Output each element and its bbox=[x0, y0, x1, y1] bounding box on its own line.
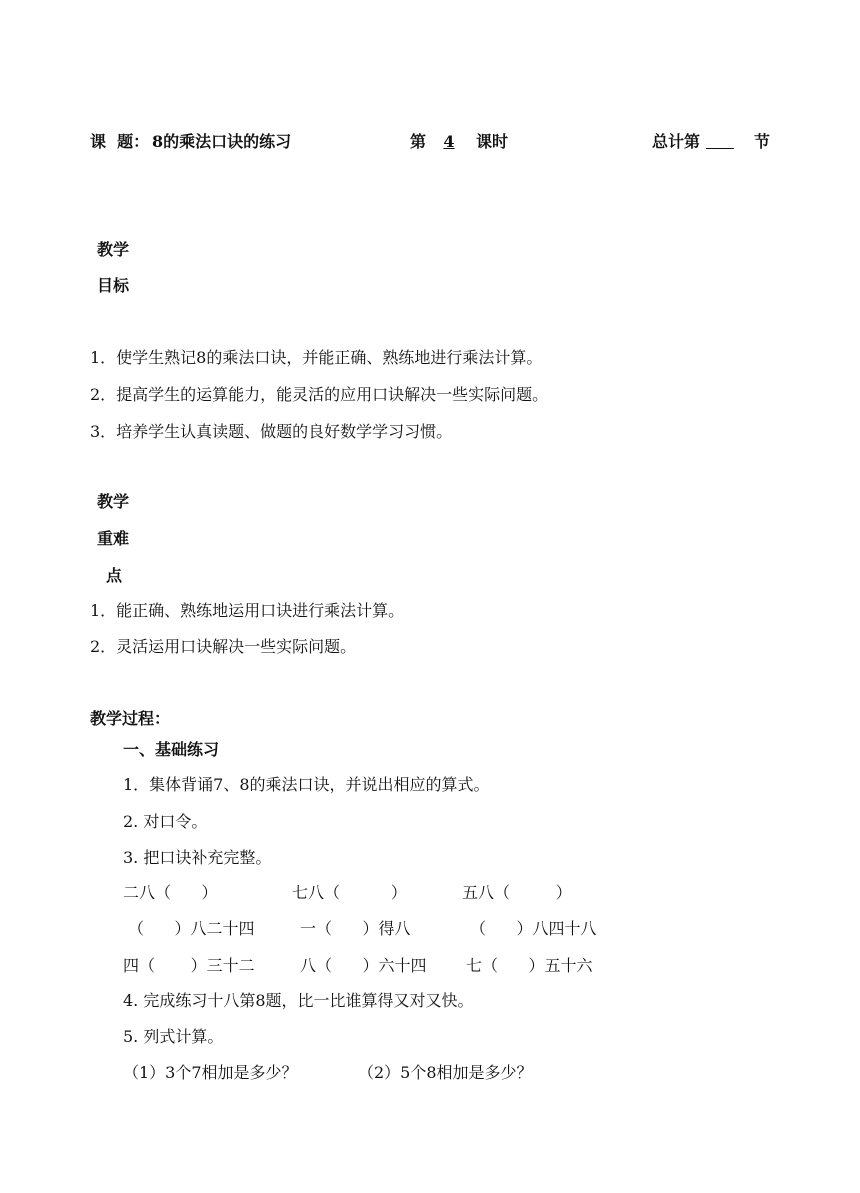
keypoints-label-line3: 点 bbox=[106, 566, 123, 585]
question-2: （2）5个8相加是多少？ bbox=[358, 1063, 533, 1082]
keypoint-item-2: 2．灵活运用口诀解决一些实际问题。 bbox=[90, 637, 357, 656]
goals-label-line2: 目标 bbox=[97, 276, 130, 295]
fill-r2-c3: （ ）八四十八 bbox=[470, 919, 597, 938]
process-step-4: 4. 完成练习十八第8题，比一比谁算得又对又快。 bbox=[123, 991, 474, 1010]
topic-title: 8的乘法口诀的练习 bbox=[152, 132, 292, 151]
goals-label-line1: 教学 bbox=[97, 240, 130, 259]
section-basic-practice: 一、基础练习 bbox=[123, 740, 220, 759]
fill-r1-c3: 五八（ ） bbox=[462, 883, 572, 902]
total-suffix: 节 bbox=[754, 132, 771, 151]
keypoint-item-1: 1．能正确、熟练地运用口诀进行乘法计算。 bbox=[90, 601, 405, 620]
lesson-prefix: 第 bbox=[410, 132, 427, 151]
lesson-suffix: 课时 bbox=[476, 132, 509, 151]
process-step-5: 5. 列式计算。 bbox=[123, 1027, 224, 1046]
fill-r2-c2: 一（ ）得八 bbox=[300, 919, 411, 938]
goal-item-1: 1．使学生熟记8的乘法口诀，并能正确、熟练地进行乘法计算。 bbox=[90, 348, 543, 367]
fill-r3-c2: 八（ ）六十四 bbox=[300, 956, 427, 975]
goal-item-2: 2．提高学生的运算能力，能灵活的应用口诀解决一些实际问题。 bbox=[90, 385, 549, 404]
process-step-1: 1．集体背诵7、8的乘法口诀，并说出相应的算式。 bbox=[123, 775, 490, 794]
process-step-2: 2. 对口令。 bbox=[123, 812, 208, 831]
fill-r1-c2: 七八（ ） bbox=[292, 883, 407, 902]
question-1: （1）3个7相加是多少？ bbox=[123, 1063, 298, 1082]
topic-label: 课 题： bbox=[90, 132, 150, 151]
keypoints-label-line2: 重难 bbox=[97, 529, 130, 548]
total-blank bbox=[706, 132, 752, 152]
lesson-number: 4 bbox=[443, 132, 455, 151]
fill-r1-c1: 二八（ ） bbox=[123, 883, 218, 902]
total-prefix: 总计第 bbox=[652, 132, 701, 151]
keypoints-label-line1: 教学 bbox=[97, 492, 130, 511]
fill-r3-c1: 四（ ）三十二 bbox=[123, 956, 255, 975]
goal-item-3: 3．培养学生认真读题、做题的良好数学学习习惯。 bbox=[90, 422, 453, 441]
process-title: 教学过程： bbox=[90, 709, 171, 728]
fill-r2-c1: （ ）八二十四 bbox=[128, 919, 255, 938]
process-step-3: 3. 把口诀补充完整。 bbox=[123, 848, 272, 867]
fill-r3-c3: 七（ ）五十六 bbox=[466, 956, 593, 975]
